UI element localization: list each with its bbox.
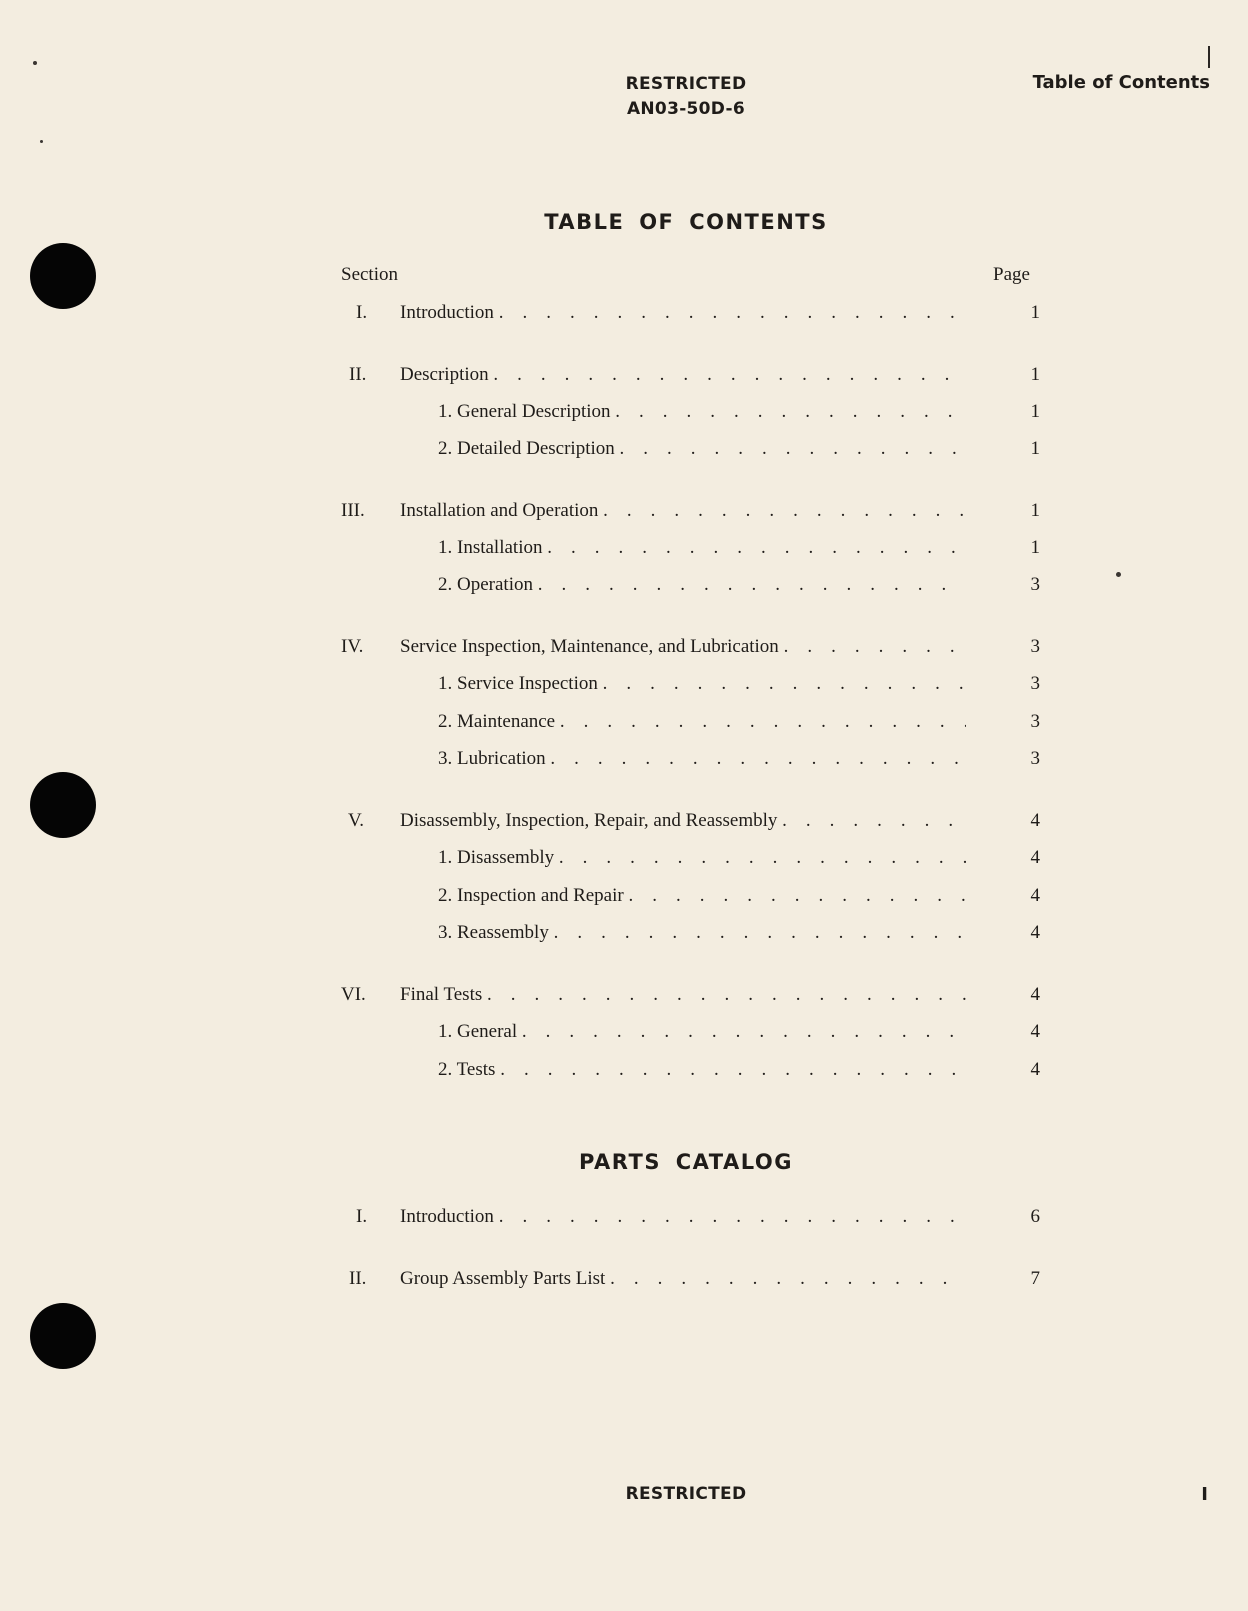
toc-entry-page: 3 xyxy=(1030,673,1040,694)
binder-hole-top xyxy=(30,243,96,309)
footer-restricted: RESTRICTED xyxy=(625,1484,747,1504)
toc-entry-label: Disassembly, Inspection, Repair, and Reassembly . xyxy=(400,810,966,832)
header-restricted: RESTRICTED xyxy=(625,74,747,94)
header-rule xyxy=(1208,46,1210,68)
toc-entry-label: Description . xyxy=(400,364,966,386)
toc-subentry-label: 1. Disassembly . xyxy=(438,847,966,869)
paper-speck xyxy=(40,140,43,143)
parts-catalog-title: PARTS CATALOG xyxy=(579,1150,793,1174)
page-column-header: Page xyxy=(993,264,1030,285)
toc-entry-label: Introduction . xyxy=(400,1206,966,1228)
toc-entry-page: 1 xyxy=(1030,401,1040,422)
toc-entry-page: 4 xyxy=(1030,1021,1040,1042)
toc-entry-page: 1 xyxy=(1030,537,1040,558)
toc-entry-page: 3 xyxy=(1030,748,1040,769)
toc-subentry[interactable] xyxy=(0,748,1248,778)
binder-hole-bottom xyxy=(30,1303,96,1369)
toc-subentry-label: 1. General Description . xyxy=(438,401,966,423)
page-number: I xyxy=(1201,1484,1208,1505)
toc-entry-page: 7 xyxy=(1030,1268,1040,1289)
toc-entry-number: I. xyxy=(356,302,368,323)
toc-subentry-label: 1. Installation . xyxy=(438,537,966,559)
toc-entry-page: 3 xyxy=(1030,574,1040,595)
toc-entry-label: Introduction . xyxy=(400,302,966,324)
toc-entry[interactable] xyxy=(0,364,1248,394)
toc-subentry[interactable] xyxy=(0,537,1248,567)
toc-entry-number: IV. xyxy=(341,636,364,657)
toc-subentry[interactable] xyxy=(0,885,1248,915)
toc-subentry-label: 1. Service Inspection . xyxy=(438,673,966,695)
toc-entry-label: Final Tests . xyxy=(400,984,966,1006)
toc-entry-number: VI. xyxy=(341,984,366,1005)
toc-subentry[interactable] xyxy=(0,401,1248,431)
toc-entry[interactable] xyxy=(0,500,1248,530)
toc-entry-page: 4 xyxy=(1030,984,1040,1005)
toc-entry-label: Installation and Operation . xyxy=(400,500,966,522)
toc-subentry[interactable] xyxy=(0,1059,1248,1089)
toc-subentry-label: 1. General . xyxy=(438,1021,966,1043)
section-column-header: Section xyxy=(341,264,398,285)
toc-entry-number: II. xyxy=(349,364,367,385)
toc-entry-page: 1 xyxy=(1030,438,1040,459)
toc-entry[interactable] xyxy=(0,984,1248,1014)
toc-subentry-label: 2. Operation . xyxy=(438,574,966,596)
toc-title: TABLE OF CONTENTS xyxy=(544,210,828,234)
toc-subentry-label: 2. Maintenance . xyxy=(438,711,966,733)
toc-entry[interactable] xyxy=(0,636,1248,666)
toc-entry-page: 4 xyxy=(1030,922,1040,943)
toc-subentry[interactable] xyxy=(0,673,1248,703)
parts-catalog-entry[interactable] xyxy=(0,1206,1248,1236)
toc-entry-page: 4 xyxy=(1030,847,1040,868)
toc-entry-label: Group Assembly Parts List . xyxy=(400,1268,966,1290)
toc-subentry-label: 3. Reassembly . xyxy=(438,922,966,944)
toc-entry[interactable] xyxy=(0,302,1248,332)
toc-entry-number: III. xyxy=(341,500,365,521)
toc-entry-page: 1 xyxy=(1030,364,1040,385)
toc-entry-page: 3 xyxy=(1030,636,1040,657)
toc-subentry[interactable] xyxy=(0,847,1248,877)
toc-entry-page: 1 xyxy=(1030,302,1040,323)
toc-subentry-label: 2. Inspection and Repair . xyxy=(438,885,966,907)
toc-subentry-label: 3. Lubrication . xyxy=(438,748,966,770)
parts-catalog-entry[interactable] xyxy=(0,1268,1248,1298)
toc-entry-number: I. xyxy=(356,1206,368,1227)
toc-subentry-label: 2. Detailed Description . xyxy=(438,438,966,460)
toc-entry-page: 4 xyxy=(1030,810,1040,831)
running-title: Table of Contents xyxy=(1032,72,1210,93)
toc-subentry[interactable] xyxy=(0,922,1248,952)
toc-subentry[interactable] xyxy=(0,1021,1248,1051)
toc-subentry-label: 2. Tests . xyxy=(438,1059,966,1081)
header-doc-number: AN03-50D-6 xyxy=(626,99,746,119)
toc-entry[interactable] xyxy=(0,810,1248,840)
toc-subentry[interactable] xyxy=(0,711,1248,741)
toc-subentry[interactable] xyxy=(0,438,1248,468)
toc-entry-page: 1 xyxy=(1030,500,1040,521)
toc-entry-label: Service Inspection, Maintenance, and Lubrication . xyxy=(400,636,966,658)
toc-entry-number: II. xyxy=(349,1268,367,1289)
toc-entry-number: V. xyxy=(348,810,365,831)
toc-entry-page: 6 xyxy=(1030,1206,1040,1227)
toc-entry-page: 4 xyxy=(1030,885,1040,906)
toc-entry-page: 4 xyxy=(1030,1059,1040,1080)
paper-speck xyxy=(33,61,37,65)
toc-subentry[interactable] xyxy=(0,574,1248,604)
toc-entry-page: 3 xyxy=(1030,711,1040,732)
